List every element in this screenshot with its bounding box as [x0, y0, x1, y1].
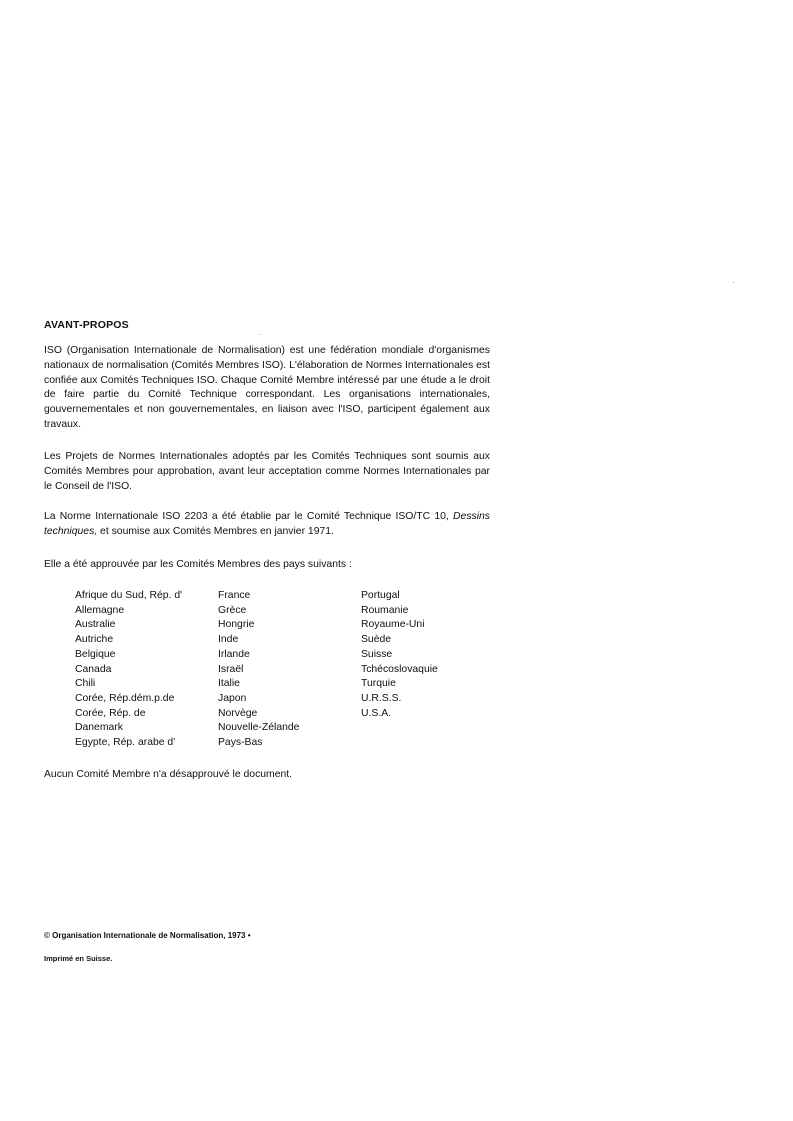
- country-item: Japon: [218, 692, 247, 704]
- paragraph-standard-origin-start: La Norme Internationale ISO 2203 a été établie par le Comité Technique ISO/TC 10,: [44, 511, 454, 522]
- country-item: Danemark: [75, 722, 123, 734]
- paragraph-projects: Les Projets de Normes Internationales adoptés par les Comités Techniques sont soumis aux Comités Membres pour approbation, avant leur acceptation comme Normes Internationales par le Conseil de l'ISO.: [44, 451, 490, 492]
- country-item: Suisse: [361, 648, 393, 660]
- country-item: U.S.A.: [361, 707, 392, 719]
- country-item: U.R.S.S.: [361, 692, 402, 704]
- country-item: Chili: [75, 678, 96, 690]
- country-item: Tchécoslovaquie: [361, 663, 438, 675]
- country-item: Afrique du Sud, Rép. d': [75, 590, 183, 601]
- country-item: Canada: [75, 663, 112, 675]
- country-item: Irlande: [218, 648, 250, 660]
- country-item: Autriche: [75, 634, 114, 646]
- country-column-3: [361, 589, 521, 721]
- country-item: Corée, Rép. de: [75, 707, 146, 719]
- country-item: Roumanie: [361, 604, 409, 616]
- country-item: France: [218, 590, 251, 601]
- country-item: Israël: [218, 663, 244, 675]
- country-item: Allemagne: [75, 604, 125, 616]
- country-item: Italie: [218, 678, 240, 690]
- copyright-notice: © Organisation Internationale de Normalisation, 1973 •: [44, 931, 251, 940]
- country-column-1: [75, 589, 235, 751]
- paragraph-standard-origin-end: et soumise aux Comités Membres en janvier 1971.: [97, 525, 334, 537]
- country-item: Hongrie: [218, 619, 255, 631]
- country-item: Corée, Rép.dém.p.de: [75, 692, 175, 704]
- country-item: Australie: [75, 619, 116, 631]
- country-column-2: [218, 589, 378, 751]
- paragraph-no-disapproval: Aucun Comité Membre n'a désapprouvé le document.: [44, 769, 293, 780]
- printed-notice: Imprimé en Suisse.: [44, 954, 113, 963]
- country-item: Nouvelle-Zélande: [218, 722, 300, 734]
- country-item: Norvège: [218, 707, 258, 719]
- scan-speck: [733, 282, 734, 283]
- country-item: Turquie: [361, 678, 396, 690]
- country-item: Pays-Bas: [218, 737, 263, 749]
- paragraph-approval: Elle a été approuvée par les Comités Membres des pays suivants :: [44, 559, 352, 570]
- scan-speck: [259, 334, 260, 335]
- section-title: AVANT-PROPOS: [44, 319, 129, 331]
- paragraph-standard-origin: [44, 510, 490, 540]
- country-item: Egypte, Rép. arabe d': [75, 737, 176, 749]
- country-item: Grèce: [218, 604, 247, 616]
- country-item: Portugal: [361, 590, 400, 601]
- paragraph-iso-intro: ISO (Organisation Internationale de Normalisation) est une fédération mondiale d'organismes nationaux de normalisation (Comités Membres ISO). L'élaboration de Normes Internationales est confiée aux Comités Techniques ISO. Chaque Comité Membre intéressé par une étude a le droit de faire partie du Comité Technique correspondant. Les organisations internationales, gouvernementales et non gouvernementales, en liaison avec l'ISO, participent également aux travaux.: [44, 345, 490, 430]
- country-item: Inde: [218, 634, 239, 646]
- country-item: Royaume-Uni: [361, 619, 425, 631]
- country-item: Belgique: [75, 648, 116, 660]
- country-item: Suède: [361, 634, 392, 646]
- committee-name: Dessins techniques,: [44, 511, 490, 537]
